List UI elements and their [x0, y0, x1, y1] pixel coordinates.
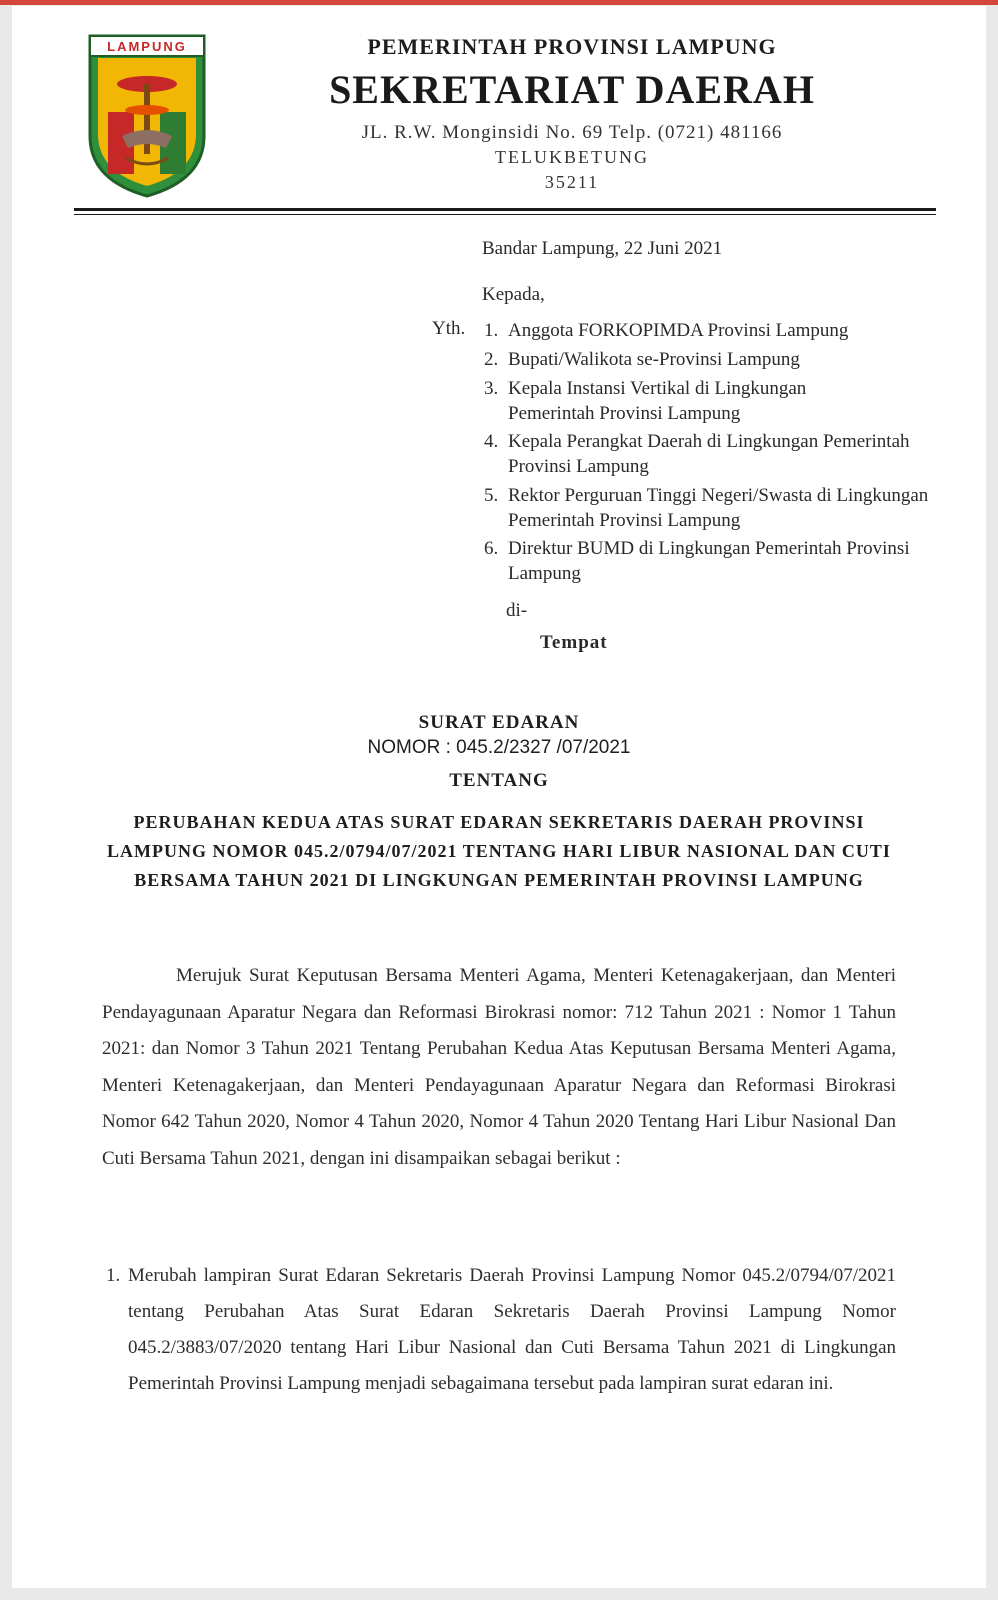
addressee-yth: Yth. [432, 318, 466, 339]
recipient-number: 2. [484, 349, 499, 370]
recipient-text: Rektor Perguruan Tinggi Negeri/Swasta di Lingkungan Pemerintah Provinsi Lampung [508, 485, 929, 531]
letterhead-government: PEMERINTAH PROVINSI LAMPUNG [367, 34, 777, 59]
body-list-item [106, 1258, 896, 1402]
letter-date: Bandar Lampung, 22 Juni 2021 [482, 238, 723, 259]
recipient-item [484, 376, 894, 426]
document-page [12, 6, 986, 1588]
recipient-item [484, 318, 924, 343]
letterhead-office: SEKRETARIAT DAERAH [329, 67, 815, 112]
recipient-number: 6. [484, 538, 499, 559]
addressee-tempat: Tempat [540, 632, 608, 653]
recipient-item [484, 347, 924, 372]
body-item-number: 1. [106, 1265, 121, 1286]
recipient-number: 5. [484, 485, 499, 506]
letterhead-rule-thin [74, 214, 936, 215]
recipient-text: Direktur BUMD di Lingkungan Pemerintah Provinsi Lampung [508, 538, 910, 584]
circular-tentang: TENTANG [449, 770, 549, 791]
letterhead-postal-code: 35211 [544, 172, 600, 192]
logo-banner-text: LAMPUNG [107, 39, 187, 54]
letterhead-rule [74, 208, 936, 211]
recipient-number: 3. [484, 378, 499, 399]
addressee-di: di- [506, 600, 528, 621]
recipient-text: Kepala Perangkat Daerah di Lingkungan Pemerintah Provinsi Lampung [508, 431, 910, 477]
circular-subject: PERUBAHAN KEDUA ATAS SURAT EDARAN SEKRETARIS DAERAH PROVINSI LAMPUNG NOMOR 045.2/0794/07/2021 TENTANG HARI LIBUR NASIONAL DAN CUTI BERSAMA TAHUN 2021 DI LINGKUNGAN PEMERINTAH PROVINSI LAMPUNG [107, 812, 891, 890]
recipient-item [484, 483, 930, 533]
recipient-number: 4. [484, 431, 499, 452]
circular-title: SURAT EDARAN [418, 712, 580, 733]
recipient-number: 1. [484, 320, 499, 341]
body-item-text: Merubah lampiran Surat Edaran Sekretaris Daerah Provinsi Lampung Nomor 045.2/0794/07/2021 tentang Perubahan Atas Surat Edaran Sekretaris Daerah Provinsi Lampung Nomor 045.2/3883/07/2020 tentang Hari Libur Nasional dan Cuti Bersama Tahun 2021 di Lingkungan Pemerintah Provinsi Lampung menjadi sebagaimana tersebut pada lampiran surat edaran ini. [128, 1265, 896, 1394]
top-accent-bar [0, 0, 998, 5]
body-paragraph: Merujuk Surat Keputusan Bersama Menteri Agama, Menteri Ketenagakerjaan, dan Menteri Pendayagunaan Aparatur Negara dan Reformasi Birokrasi nomor: 712 Tahun 2021 : Nomor 1 Tahun 2021: dan Nomor 3 Tahun 2021 Tentang Perubahan Kedua Atas Keputusan Bersama Menteri Agama, Menteri Ketenagakerjaan, dan Menteri Pendayagunaan Aparatur Negara dan Reformasi Birokrasi Nomor 642 Tahun 2020, Nomor 4 Tahun 2020, Nomor 4 Tahun 2020 Tentang Hari Libur Nasional Dan Cuti Bersama Tahun 2021, dengan ini disampaikan sebagai berikut : [102, 965, 896, 1169]
addressee-kepada: Kepada, [482, 284, 545, 305]
recipient-text: Kepala Instansi Vertikal di Lingkungan Pemerintah Provinsi Lampung [508, 378, 807, 424]
lampung-emblem-logo [86, 32, 208, 200]
letterhead-address: JL. R.W. Monginsidi No. 69 Telp. (0721) 481166 [361, 122, 783, 143]
recipient-text: Bupati/Walikota se-Provinsi Lampung [508, 349, 800, 370]
letterhead-city: TELUKBETUNG [495, 147, 649, 167]
recipient-text: Anggota FORKOPIMDA Provinsi Lampung [508, 320, 849, 341]
recipient-item [484, 429, 914, 479]
circular-number: NOMOR : 045.2/2327 /07/2021 [367, 737, 631, 758]
recipient-item [484, 536, 930, 586]
